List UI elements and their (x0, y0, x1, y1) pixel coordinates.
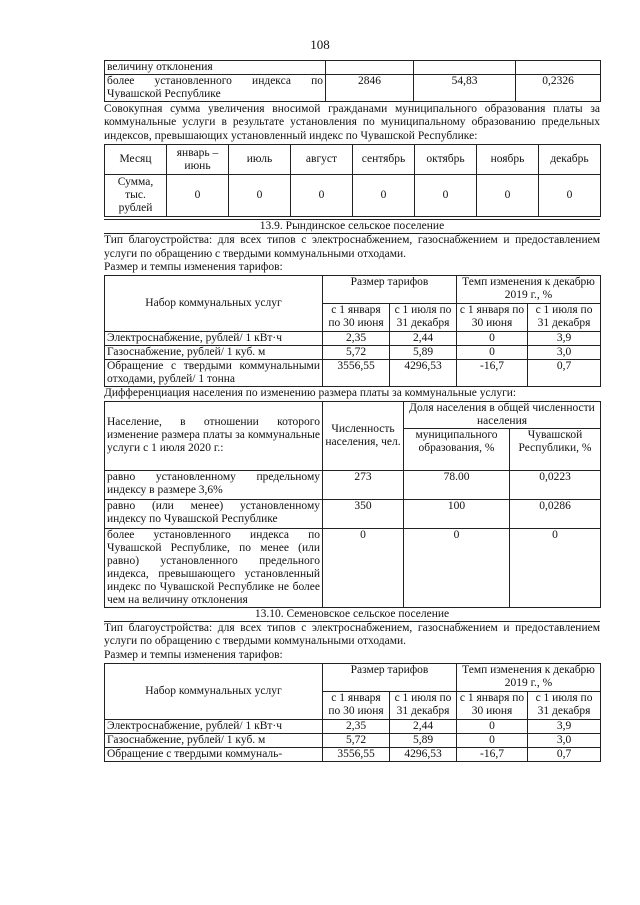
table-row: Электроснабжение, рублей/ 1 кВт·ч 2,35 2,44 0 3,9 (105, 720, 601, 734)
table-row: Обращение с твердыми коммунальными отходами, рублей/ 1 тонна 3556,55 4296,53 -16,7 0,7 (105, 360, 601, 387)
table-cell-mun-share: 54,83 (414, 75, 516, 102)
population-diff-table (104, 401, 601, 608)
months-table (104, 144, 601, 217)
page-number: 108 (310, 37, 330, 52)
table-row: равно установленному предельному индексу в размере 3,6% 273 78.00 0,0223 (105, 470, 601, 499)
tariff-table (104, 663, 601, 762)
top-deviation-table (104, 60, 601, 102)
improvement-type-text: Тип благоустройства: для всех типов с электроснабжением, газоснабжением и предоставлением услуги по обращению с твердыми коммунальными отходами. (104, 234, 600, 260)
diff-title: Дифференциация населения по изменению размера платы за коммунальные услуги: (104, 387, 517, 400)
tariffs-title: Размер и темпы изменения тарифов: (104, 648, 283, 661)
table-row: более установленного индекса по Чувашской Республике, по менее (или равно) установленного предельного индекса, превышающего установленный индекс по Чувашской Республике не более чем на величину отклонения 0 0 0 (105, 528, 601, 607)
tariffs-title: Размер и темпы изменения тарифов: (104, 261, 283, 274)
tariff-table (104, 275, 601, 387)
table-row: Обращение с твердыми коммуналь- 3556,55 4296,53 -16,7 0,7 (105, 748, 601, 762)
table-cell-count: 2846 (326, 75, 414, 102)
section-heading: 13.10. Семеновское сельское поселение (104, 608, 600, 622)
table-row: Газоснабжение, рублей/ 1 куб. м 5,72 5,89 0 3,0 (105, 734, 601, 748)
improvement-type-text: Тип благоустройства: для всех типов с электроснабжением, газоснабжением и предоставлением услуги по обращению с твердыми коммунальными отходами. (104, 621, 600, 648)
tariff-subheader-row: с 1 января по 30 июня с 1 июля по 31 декабря с 1 января по 30 июня с 1 июля по 31 декабря (105, 304, 601, 332)
table-row: Электроснабжение, рублей/ 1 кВт·ч 2,35 2,44 0 3,9 (105, 332, 601, 346)
table-row (105, 75, 601, 102)
table-cell-label: величину отклонения (105, 61, 326, 75)
months-values-row: Сумма, тыс. рублей 0 0 0 0 0 0 0 (105, 175, 601, 217)
table-cell-label: более установленного индекса по Чувашской Республике (105, 75, 326, 102)
table-row: Газоснабжение, рублей/ 1 куб. м 5,72 5,89 0 3,0 (105, 346, 601, 360)
table-row (105, 61, 601, 75)
section-heading: 13.9. Рындинское сельское поселение (104, 219, 600, 234)
tariff-header-row: Набор коммунальных услуг Размер тарифов Темп изменения к декабрю 2019 г., % (105, 276, 601, 304)
table-row: равно (или менее) установленному индексу по Чувашской Республике 350 100 0,0286 (105, 499, 601, 528)
diff-header-row: Население, в отношении которого изменение размера платы за коммунальные услуги с 1 июля 2020 г.: Численность населения, чел. Доля населения в общей численности населения (105, 401, 601, 428)
diff-subheader-row: муниципального образования, % Чувашской Республики, % (105, 428, 601, 470)
tariff-header-row: Набор коммунальных услуг Размер тарифов Темп изменения к декабрю 2019 г., % (105, 664, 601, 692)
months-header-row: Месяц январь – июнь июль август сентябрь октябрь ноябрь декабрь (105, 145, 601, 175)
aggregate-paragraph: Совокупная сумма увеличения вносимой гражданами муниципального образования платы за коммунальные услуги в результате установления по муниципальному образованию предельных индексов, превышающих установленный индекс по Чувашской Республике: (104, 103, 600, 142)
tariff-subheader-row: с 1 января по 30 июня с 1 июля по 31 декабря с 1 января по 30 июня с 1 июля по 31 декабря (105, 692, 601, 720)
table-cell-rep-share: 0,2326 (516, 75, 601, 102)
document-body (104, 60, 600, 762)
